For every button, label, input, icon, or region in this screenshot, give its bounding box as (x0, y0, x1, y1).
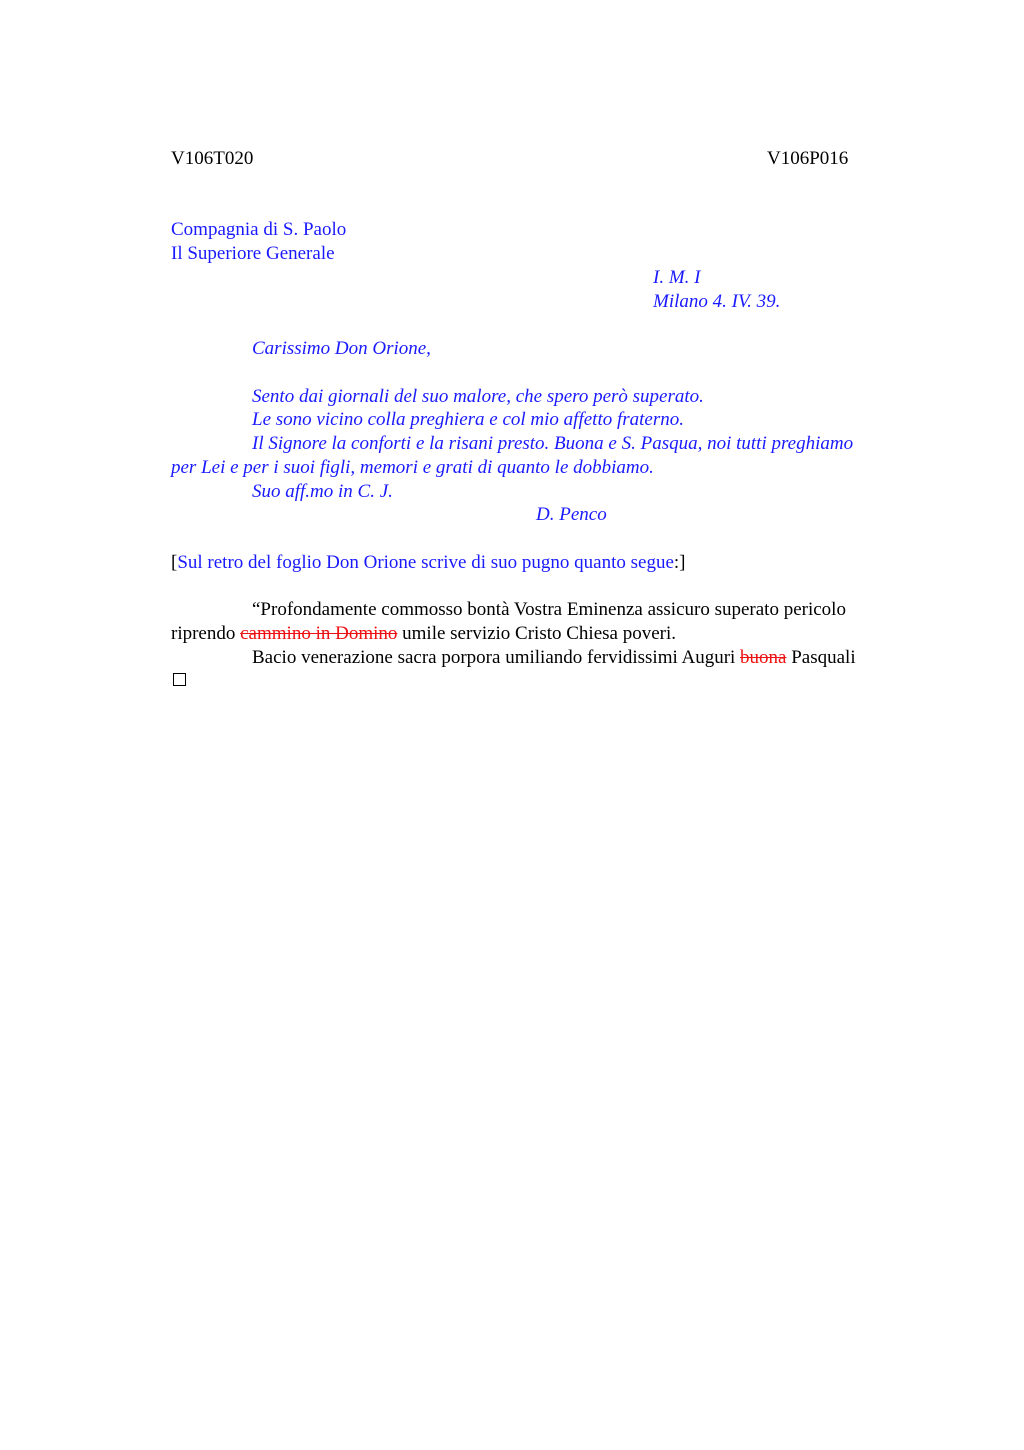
note-text: Sul retro del foglio Don Orione scrive di suo pugno quanto segue (177, 552, 674, 573)
struck-text-cammino: cammino in Domino (240, 623, 398, 644)
editorial-note (171, 551, 686, 575)
letter-paragraph-3-line-2: per Lei e per i suoi figli, memori e grati di quanto le dobbiamo. (171, 457, 654, 478)
letter-closing: Suo aff.mo in C. J. (252, 481, 393, 502)
letter-salutation: Carissimo Don Orione, (252, 338, 431, 359)
telegram-line-3-start: Bacio venerazione sacra porpora umiliando fervidissimi Auguri (252, 647, 741, 668)
telegram-line-2 (171, 622, 676, 646)
letterhead-line-2: Il Superiore Generale (171, 243, 335, 264)
struck-text-buona: buona (740, 647, 787, 668)
dateline-line-1: I. M. I (653, 267, 701, 288)
note-close: :] (673, 552, 686, 573)
telegram-line-2-end: umile servizio Cristo Chiesa poveri. (397, 623, 677, 644)
left-document-code: V106T020 (171, 148, 254, 169)
letter-signature: D. Penco (536, 504, 607, 525)
letter-paragraph-3-line-1: Il Signore la conforti e la risani presto. Buona e S. Pasqua, noi tutti preghiamo (252, 433, 854, 454)
telegram-line-1: “Profondamente commosso bontà Vostra Eminenza assicuro superato pericolo (252, 599, 846, 620)
letter-paragraph-1: Sento dai giornali del suo malore, che spero però superato. (252, 386, 704, 407)
dateline-line-2: Milano 4. IV. 39. (653, 291, 781, 312)
letterhead-line-1: Compagnia di S. Paolo (171, 219, 347, 240)
telegram-line-3-end: Pasquali (786, 647, 856, 668)
letter-paragraph-2: Le sono vicino colla preghiera e col mio affetto fraterno. (252, 409, 685, 430)
right-document-code: V106P016 (767, 148, 849, 169)
note-open-bracket: [ (171, 552, 178, 573)
missing-glyph-box-icon (173, 673, 186, 686)
telegram-line-3 (252, 646, 856, 670)
telegram-line-2-start: riprendo (171, 623, 241, 644)
